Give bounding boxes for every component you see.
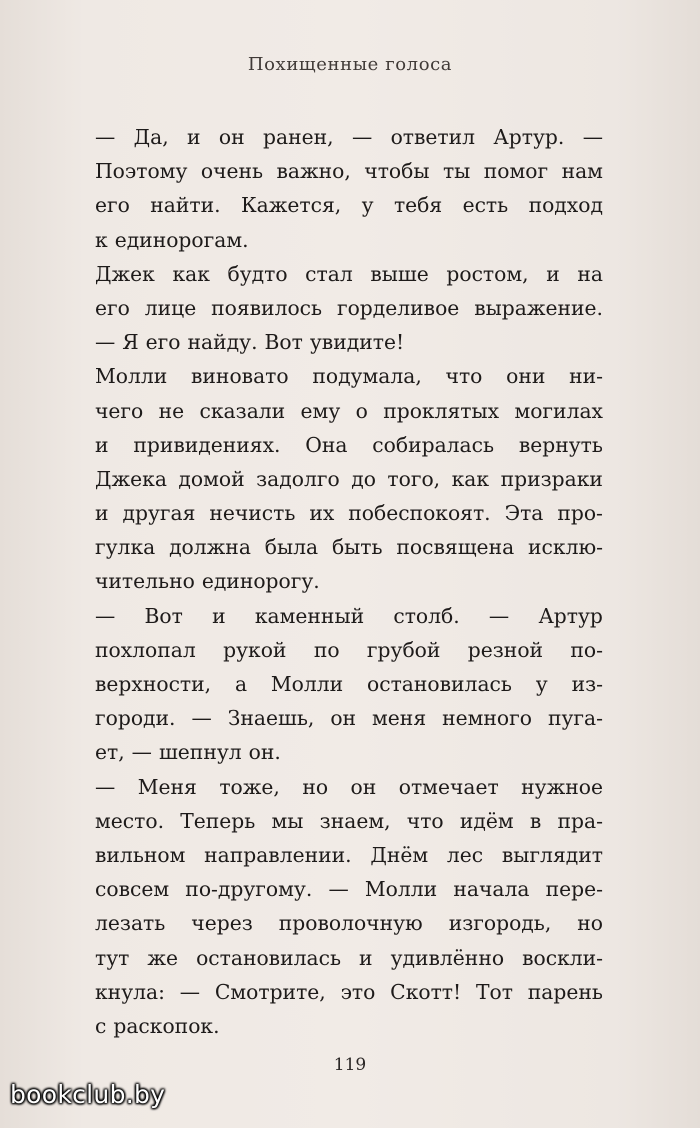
word: их bbox=[309, 501, 335, 526]
word: — bbox=[351, 125, 373, 149]
text-line bbox=[95, 667, 603, 701]
word: из- bbox=[571, 672, 603, 696]
word: и bbox=[546, 261, 560, 286]
word: — bbox=[582, 125, 603, 149]
word: он bbox=[218, 125, 245, 149]
word: Она bbox=[305, 432, 348, 457]
word: гулка bbox=[95, 535, 156, 560]
word: знаем, bbox=[319, 808, 391, 833]
watermark-logo: bookclub.by bbox=[10, 1080, 166, 1109]
word: его bbox=[145, 330, 181, 355]
word: вернуть bbox=[518, 432, 603, 457]
word: что bbox=[445, 364, 483, 389]
text-line bbox=[95, 906, 603, 940]
body-text bbox=[95, 120, 603, 1043]
word: ни- bbox=[569, 364, 603, 389]
word: не bbox=[158, 398, 185, 423]
text-line bbox=[95, 291, 603, 325]
word: — bbox=[179, 979, 201, 1004]
word: и bbox=[359, 945, 373, 970]
word: нам bbox=[561, 159, 603, 184]
word: изгородь, bbox=[448, 911, 552, 936]
word: меня bbox=[372, 706, 427, 731]
word: он bbox=[350, 774, 377, 799]
word: Эта bbox=[504, 501, 544, 526]
word: стал bbox=[305, 261, 353, 286]
word: есть bbox=[462, 193, 509, 218]
word: домой bbox=[178, 466, 245, 491]
word: Тот bbox=[475, 979, 513, 1004]
word: Джек bbox=[95, 261, 155, 286]
text-line bbox=[95, 120, 603, 154]
running-header: Похищенные голоса bbox=[247, 54, 453, 75]
word: лезать bbox=[95, 911, 166, 936]
word: ответил bbox=[390, 125, 476, 149]
word: парень bbox=[527, 979, 603, 1004]
text-line bbox=[95, 394, 603, 428]
word: идём bbox=[459, 808, 514, 833]
text-line bbox=[95, 564, 603, 598]
word: его bbox=[95, 295, 130, 320]
word: как bbox=[451, 466, 490, 491]
word: он. bbox=[248, 740, 281, 765]
text-line bbox=[95, 633, 603, 667]
word: совсем bbox=[95, 877, 170, 902]
word: о bbox=[355, 398, 368, 423]
word: удивлённо bbox=[390, 945, 505, 970]
text-line bbox=[95, 154, 603, 188]
word: они bbox=[506, 364, 546, 389]
text-line bbox=[95, 188, 603, 222]
word: остановилась bbox=[367, 672, 512, 696]
word: — bbox=[191, 706, 212, 731]
word: с bbox=[95, 1013, 107, 1038]
word: по- bbox=[570, 637, 603, 662]
word: пуга- bbox=[547, 706, 603, 731]
word: к bbox=[95, 227, 108, 252]
word: — bbox=[131, 740, 152, 765]
text-line bbox=[95, 975, 603, 1009]
word: мы bbox=[271, 808, 304, 833]
word: чего bbox=[95, 398, 144, 423]
word: и bbox=[95, 432, 109, 457]
word: место. bbox=[95, 808, 165, 833]
word: тоже, bbox=[219, 774, 280, 799]
word: Скотт! bbox=[390, 979, 462, 1004]
text-line bbox=[95, 359, 603, 393]
word: грубой bbox=[366, 637, 441, 662]
word: по bbox=[313, 637, 340, 662]
word: другая bbox=[122, 501, 196, 526]
text-line bbox=[95, 599, 603, 633]
word: он bbox=[330, 706, 357, 731]
word: направлении. bbox=[204, 842, 352, 867]
word: кнула: bbox=[95, 979, 165, 1004]
word: Артур. bbox=[493, 125, 565, 149]
word: Артур bbox=[538, 603, 603, 628]
word: Днём bbox=[370, 842, 429, 867]
word: а bbox=[234, 672, 248, 696]
word: появилось bbox=[211, 295, 323, 320]
word: через bbox=[191, 911, 253, 936]
word: верхности, bbox=[95, 672, 212, 696]
word: исклю- bbox=[528, 535, 603, 560]
word: нечисть bbox=[209, 501, 296, 526]
word: единорогам. bbox=[114, 227, 249, 252]
word: как bbox=[172, 261, 210, 286]
word: пра- bbox=[557, 808, 603, 833]
word: лес bbox=[446, 842, 484, 867]
word: чтобы bbox=[364, 159, 430, 184]
text-line bbox=[95, 325, 603, 359]
word: сказали bbox=[199, 398, 286, 423]
word: нужное bbox=[521, 774, 603, 799]
word: про- bbox=[557, 501, 603, 526]
word: воскли- bbox=[522, 945, 603, 970]
word: — bbox=[95, 125, 116, 149]
word: лице bbox=[144, 295, 197, 320]
word: но bbox=[302, 774, 329, 799]
word: Я bbox=[122, 330, 139, 355]
text-line bbox=[95, 941, 603, 975]
word: проклятых bbox=[383, 398, 500, 423]
text-line bbox=[95, 735, 603, 769]
text-line bbox=[95, 1009, 603, 1043]
word: — bbox=[95, 330, 116, 355]
word: Молли bbox=[95, 364, 168, 389]
word: и bbox=[212, 603, 226, 628]
word: выглядит bbox=[501, 842, 603, 867]
word: Поэтому bbox=[95, 159, 188, 184]
word: Теперь bbox=[180, 808, 256, 833]
word: Молли bbox=[364, 877, 438, 902]
word: и bbox=[95, 501, 109, 526]
word: помог bbox=[483, 159, 549, 184]
text-line bbox=[95, 838, 603, 872]
word: ему bbox=[300, 398, 341, 423]
word: выше bbox=[370, 261, 429, 286]
text-line bbox=[95, 257, 603, 291]
word: ет, bbox=[95, 740, 125, 765]
word: городи. bbox=[95, 706, 176, 731]
word: Кажется, bbox=[240, 193, 342, 218]
word: и bbox=[187, 125, 201, 149]
word: призраки bbox=[500, 466, 603, 491]
word: остановилась bbox=[196, 945, 341, 970]
word: ранен, bbox=[263, 125, 334, 149]
word: Вот bbox=[144, 603, 183, 628]
text-line bbox=[95, 804, 603, 838]
word: резной bbox=[467, 637, 544, 662]
word: того, bbox=[387, 466, 441, 491]
word: Знаешь, bbox=[227, 706, 315, 731]
word: побеспокоят. bbox=[348, 501, 491, 526]
word: на bbox=[577, 261, 603, 286]
word: Меня bbox=[137, 774, 197, 799]
word: найти. bbox=[150, 193, 221, 218]
word: могилах bbox=[514, 398, 603, 423]
word: Джека bbox=[95, 466, 167, 491]
word: что bbox=[406, 808, 444, 833]
word: пере- bbox=[545, 877, 603, 902]
word: отмечает bbox=[398, 774, 499, 799]
word: же bbox=[147, 945, 179, 970]
word: подход bbox=[528, 193, 603, 218]
word: увидите! bbox=[309, 330, 405, 355]
text-line bbox=[95, 223, 603, 257]
word: — bbox=[488, 603, 510, 628]
text-line bbox=[95, 770, 603, 804]
word: рукой bbox=[223, 637, 287, 662]
word: проволочную bbox=[278, 911, 423, 936]
word: Молли bbox=[270, 672, 344, 696]
word: столб. bbox=[393, 603, 460, 628]
word: Вот bbox=[264, 330, 303, 355]
word: ты bbox=[442, 159, 471, 184]
word: важно, bbox=[276, 159, 351, 184]
word: посвящена bbox=[396, 535, 515, 560]
text-line bbox=[95, 701, 603, 735]
text-line bbox=[95, 872, 603, 906]
word: раскопок. bbox=[113, 1013, 220, 1038]
word: быть bbox=[331, 535, 383, 560]
word: Смотрите, bbox=[214, 979, 326, 1004]
word: начала bbox=[453, 877, 530, 902]
word: — bbox=[95, 603, 116, 628]
text-line bbox=[95, 530, 603, 564]
word: ростом, bbox=[446, 261, 529, 286]
word: найду. bbox=[187, 330, 258, 355]
word: немного bbox=[442, 706, 532, 731]
word: до bbox=[351, 466, 376, 491]
word: подумала, bbox=[312, 364, 422, 389]
word: по-другому. bbox=[185, 877, 313, 902]
word: собиралась bbox=[372, 432, 495, 457]
word: горделивое bbox=[336, 295, 460, 320]
word: виновато bbox=[191, 364, 289, 389]
word: вильном bbox=[95, 842, 186, 867]
word: тут bbox=[95, 945, 130, 970]
word: но bbox=[577, 911, 603, 936]
word: у bbox=[535, 672, 548, 696]
word: тебя bbox=[393, 193, 443, 218]
word: выражение. bbox=[474, 295, 603, 320]
word: у bbox=[361, 193, 374, 218]
word: это bbox=[340, 979, 376, 1004]
word: в bbox=[529, 808, 542, 833]
word: каменный bbox=[254, 603, 365, 628]
word: очень bbox=[200, 159, 264, 184]
word: шепнул bbox=[158, 740, 242, 765]
word: была bbox=[264, 535, 319, 560]
text-line bbox=[95, 428, 603, 462]
word: должна bbox=[169, 535, 251, 560]
word: Да, bbox=[133, 125, 169, 149]
word: задолго bbox=[256, 466, 340, 491]
word: — bbox=[95, 774, 116, 799]
text-line bbox=[95, 496, 603, 530]
word: единорогу. bbox=[201, 569, 320, 594]
word: похлопал bbox=[95, 637, 196, 662]
word: чительно bbox=[95, 569, 195, 594]
word: будто bbox=[227, 261, 288, 286]
word: привидениях. bbox=[133, 432, 281, 457]
word: — bbox=[328, 877, 349, 902]
text-line bbox=[95, 462, 603, 496]
page-number: 119 bbox=[333, 1055, 367, 1075]
word: его bbox=[95, 193, 130, 218]
